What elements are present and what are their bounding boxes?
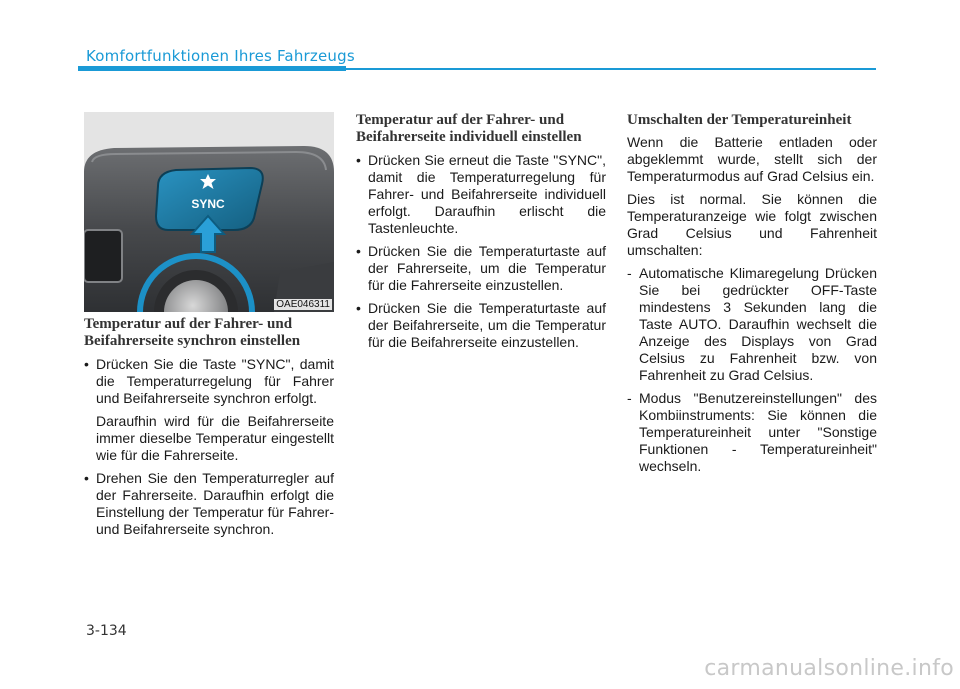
heading-synchron: Temperatur auf der Fahrer- und Beifahrerseite synchron einstellen [84,316,301,349]
list-item [84,470,334,538]
unit-switch-list [627,265,877,475]
bullet-text: • Drehen Sie den Temperaturregler auf der Fahrerseite. Daraufhin erfolgt die Einstellung der Temperatur für Fahrer- und Beifahrerseite synchron. [96,470,334,537]
synchron-bullets [84,356,334,538]
dash-text: - Automatische Klimaregelung Drücken Sie bei gedrückter OFF-Taste mindestens 3 Sekunden lang die Taste AUTO. Daraufhin wechselt die Anzeige des Displays von Grad Celsius zu Fahrenheit bzw. von Fahrenheit zu Grad Celsius. [639,265,877,383]
list-item [627,390,877,475]
column-synchron [84,316,334,544]
paragraph: Dies ist normal. Sie können die Temperaturanzeige wie folgt zwischen Grad Celsius und Fahrenheit umschalten: [627,191,877,258]
paragraph: Wenn die Batterie entladen oder abgeklemmt wurde, stellt sich der Temperaturmodus auf Grad Celsius ein. [627,134,877,184]
column-individuell [356,112,606,357]
page-number: 3-134 [86,623,127,639]
heading-individuell: Temperatur auf der Fahrer- und Beifahrerseite individuell einstellen [356,112,582,145]
header-rule-thick [78,66,346,71]
figure-code: OAE046311 [276,299,330,310]
sync-button-label: SYNC [191,197,225,211]
sync-button-illustration [84,112,334,312]
column-temperatureinheit [627,112,877,481]
list-item [356,300,606,351]
bullet-text: • Drücken Sie die Taste "SYNC", damit die Temperaturregelung für Fahrer und Beifahrerseite synchron erfolgt. [96,356,334,406]
list-item [356,152,606,237]
list-item [627,265,877,384]
heading-temperatureinheit: Umschalten der Temperatureinheit [627,112,852,128]
dash-text: - Modus "Benutzereinstellungen" des Kombiinstruments: Sie können die Temperatureinheit unter "Sonstige Funktionen - Temperatureinheit" wechseln. [639,390,877,474]
header-title: Komfortfunktionen Ihres Fahrzeugs [86,47,355,65]
bullet-text: • Drücken Sie erneut die Taste "SYNC", damit die Temperaturregelung für Fahrer- und Beifahrerseite individuell erfolgt. Daraufhin erlischt die Tastenleuchte. [368,152,606,236]
bullet-text: • Drücken Sie die Temperaturtaste auf der Fahrerseite, um die Temperatur für die Fahrerseite einzustellen. [368,243,606,293]
list-item [356,243,606,294]
control-panel-drawing [84,112,334,312]
watermark: carmanualsonline.info [704,656,954,681]
individuell-bullets [356,152,606,351]
list-item [84,356,334,464]
display-slot [84,230,122,282]
header-rule-thin [346,68,876,70]
bullet-text: • Drücken Sie die Temperaturtaste auf der Beifahrerseite, um die Temperatur für die Beifahrerseite einzustellen. [368,300,606,350]
bullet-text: Daraufhin wird für die Beifahrerseite immer dieselbe Temperatur eingestellt wie für die Fahrerseite. [96,413,334,463]
